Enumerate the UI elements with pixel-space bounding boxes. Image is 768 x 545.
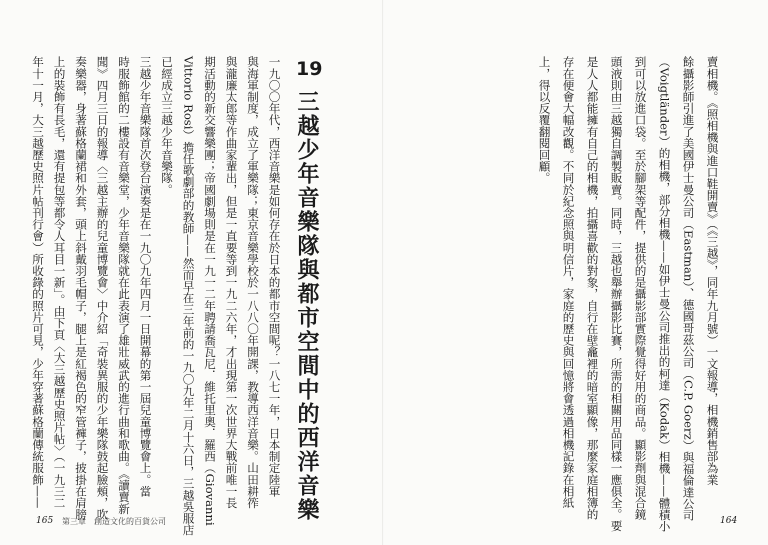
text-column: 奏樂器，身著蘇格蘭裙和外套，頭上斜戴羽毛帽子，腿上是紅褐色的窄管褲子，披掛在肩膀 [74, 56, 89, 520]
text-column: 上的裝飾有長毛，還有提包等都令人耳目一新」。由下頁〈大三越歷史照片帖〉（一九三二 [52, 56, 67, 509]
page-number-right: 164 [720, 516, 738, 526]
text-column: 一九〇〇年代，西洋音樂是如何存在於日本的都市空間呢？一八七一年，日本制定陸軍 [267, 56, 282, 497]
text-column: 是人人都能擁有自己的相機，拍攝喜歡的對象，自行在壁龕裡的暗室顯像，那麼家庭相簿的 [585, 56, 600, 520]
text-column: 上，得以反覆翻閱回顧。 [537, 56, 552, 184]
text-column: 頭液則由三越獨自調製販賣。同時，三越也舉辦攝影比賽，所需的相關用品同樣一應俱全。要 [609, 56, 624, 532]
text-column: 與瀧廉太郎等作曲家輩出，但是一直要等到一九二六年，才出現第一次世界大戰前唯一長 [224, 56, 239, 509]
text-column: Vittorio Rosi）擔任歌劇部的教師——然而早在三年前的一九〇九年二月十六日，三越吳服店 [181, 56, 196, 536]
text-column: 與海軍制度，成立了軍樂隊；東京音樂學校於一八八〇年開課，教導西洋音樂。山田耕筰 [246, 56, 261, 509]
text-column: （Voigtländer）的相機，部分相機——如伊士曼公司推出的柯達（Kodak）相機——體積小 [657, 56, 672, 532]
text-column: 三越少年音樂隊首次登台演奏是在一九〇九年四月一日開幕的第一屆兒童博覽會上。當 [138, 56, 153, 497]
chapter-number: 19 [296, 58, 323, 80]
text-column: 聞》四月三日的報導〈三越主辦的兒童博覽會〉中介紹「奇裝異服的少年樂隊鼓起臉頰，吹 [95, 56, 110, 520]
text-column: 年十一月，大三越歷史照片帖刊行會）所收錄的照片可見，少年穿著蘇格蘭傳統服飾—— [31, 56, 46, 509]
text-column: 已經成立三越少年音樂隊。 [160, 56, 175, 196]
text-column: 賣相機。《照相機與進口鞋開賣》（《三越》，同年九月號）一文報導，相機銷售部為業 [705, 56, 720, 486]
chapter-title: 三越少年音樂隊與都市空間中的西洋音樂 [294, 90, 320, 522]
page-number-left: 165 [36, 516, 54, 526]
text-column: 到可以放進口袋。至於腳架等配件，提供的是攝影部實際覺得好用的商品。顯影劑與混合鏡 [633, 56, 648, 520]
text-column: 時服飾館的二樓設有音樂堂，少年音樂隊就在此表演了雄壯威武的進行曲和歌曲。《讀賣新 [117, 56, 132, 515]
text-column: 存在便會大幅改觀。不同於紀念照與明信片，家庭的歷史與回憶將會透過相機記錄在相紙 [561, 56, 576, 509]
text-column: 餘攝影師引進了美國伊士曼公司（Eastman）、德國哥茲公司（C.P. Goerz）與福倫達公司 [681, 56, 696, 521]
right-page [384, 0, 768, 545]
text-column: 期活動的新交響樂團；帝國劇場則是在一九一二年聘請喬瓦尼．維托里奧．羅西（Giovanni [203, 56, 218, 526]
running-head: 第三章 創造文化的百貨公司 [62, 517, 166, 526]
